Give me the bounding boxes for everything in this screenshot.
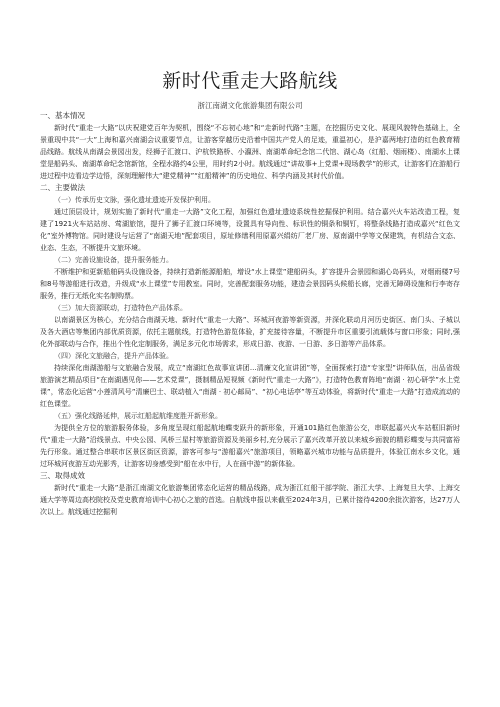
paragraph: 持续深化南湖游船与文旅融合发展，成立“南湖红色故事宣讲团...清廉文化宣讲团”等，全面探索打造“专家型”讲师队伍，出品省级旅游演艺精品项目“在南湖遇见你——艺术党课”，摄制精品短视频《新时代“重走一大路”》，打造特色教育阵地“南湖 · 初心研学”水上党课”，常态化运营“小莲清风号”清廉巴士、联动植入“南湖 · 初心邮局”、“初心电话亭”等互动体验，将新时代“重走一大路”打造成流动的红色课堂。 [40,364,460,408]
subsection-heading: （一）传承历史文脉，强化遗址遗迹开发保护利用。 [54,196,215,204]
paragraph: 不断维护和更新船舶码头设施设备，持续打造新能源船舶，增设“水上课堂”建船码头，扩容提升会景园和湖心岛码头，对烟雨楼7号和8号等游船进行改造，升级成“水上课堂”专用教室。同时，完善配套服务功能，建造会景园码头候船长廊，完善无障碍设施和行李寄存服务，推行无纸化实名制购票。 [40,268,460,300]
organization-name: 浙江南湖文化旅游集团有限公司 [197,101,303,110]
document-body [40,110,460,518]
paragraph: 为提供全方位的旅游服务体验，多角度呈现红船起航地蝶变跃升的新形象，开通101路红色旅游公交，串联起嘉兴火车站框旧新时代“重走一大路”沿线景点、中央公园、风桥三星村等旅游资源及美丽乡村,充分展示了嘉兴改革开放以来城乡面貌的精彩蝶变与共同富裕先行形象。通过整合串联市区景区街区资源，游客可参与“游船嘉兴”旅游项目，领略嘉兴城市功能与品质提升，体验江南水乡文化，通过环城河夜游互动光影秀，让游客切身感受到“船在水中行，人在画中游”的新体验。 [40,424,460,468]
paragraph: 新时代“重走一大路”以庆祝建党百年为契机，围绕“不忘初心地”和“走新时代路”主题，在挖掘历史文化、展现风貌特色基础上，全景重现中共“一大”上海和嘉兴南湖会议重要节点，让游客穿越历史沿着中国共产党人的足迹，重温初心，是沪嘉两地打造的红色教育精品线路。航线从南湖会景园出发，经狮子汇渡口、沪杭铁路桥、小瀛洲、南湖革命纪念馆二代馆、湖心岛（红船、烟雨楼）、南湖水上课堂是船码头、南湖革命纪念馆新馆，全程水路约4公里，用时约2小时。航线通过“讲故事+上党课+现场教学”的形式，让游客们在游船行进过程中边看边学边悟，深刻理解伟大“建党精神”“红船精神”的历史地位、科学内涵及其时代价值。 [40,124,460,180]
section-heading: 三、取得成效 [40,471,85,480]
paragraph: 通过顶层设计，规划实施了新时代“重走一大路”文化工程，加强红色遗址遗迹系统性挖掘保护利用。结合嘉兴火车站改造工程，复建了1921火车站站房、莺湖旅馆，提升了狮子汇渡口环境等，设置具有导向性、标识性的铜条和铜钉，将整条线路打造成嘉兴“红色文化”室外博物馆。同时建设与运营了“南湖天地”配套项目，原址修缮利用原嘉兴绢纺厂老厂房、原南湖中学等文保建筑，有机结合文态、业态、生态，不断提升文旅环境。 [40,208,460,252]
paragraph: 新时代“重走一大路”是浙江南湖文化旅游集团常态化运营的精品线路，成为浙江红船干部学院、浙江大学、上海复旦大学、上海交通大学等周边高校院校及党史教育培训中心初心之旅的首选。自航线申报以来截至2024年3月，已累计接待4200余批次游客，达27万人次以上。航线通过挖掘利 [40,484,460,516]
paragraph: 以南湖景区为核心，充分结合南湖天地、新时代“重走一大路”、环城河夜游等新资源，并深化联动月河历史街区、南门头、子城以及各大酒店等集团内部优质资源，依托主题航线，打造特色游览体验，扩充接待容量，不断提升市区重要引流载体与窗口形象；同时,强化外部联动与合作，推出个性化定制服务，满足多元化市场需求，形成日游、夜游、一日游、多日游等产品体系。 [40,316,460,348]
section-heading: 二、主要做法 [40,183,85,192]
section-heading: 一、基本情况 [40,111,85,120]
subsection-heading: （二）完善设施设备，提升服务能力。 [54,256,173,264]
subsection-heading: （三）加大资源联动，打造特色产品体系。 [54,304,187,312]
subsection-heading: （四）深化文旅融合，提升产品体验。 [54,352,173,360]
page-title: 新时代重走大路航线 [162,70,338,92]
subsection-heading: （五）强化线路延伸，展示红船起航维度胜开新形象。 [54,412,222,420]
